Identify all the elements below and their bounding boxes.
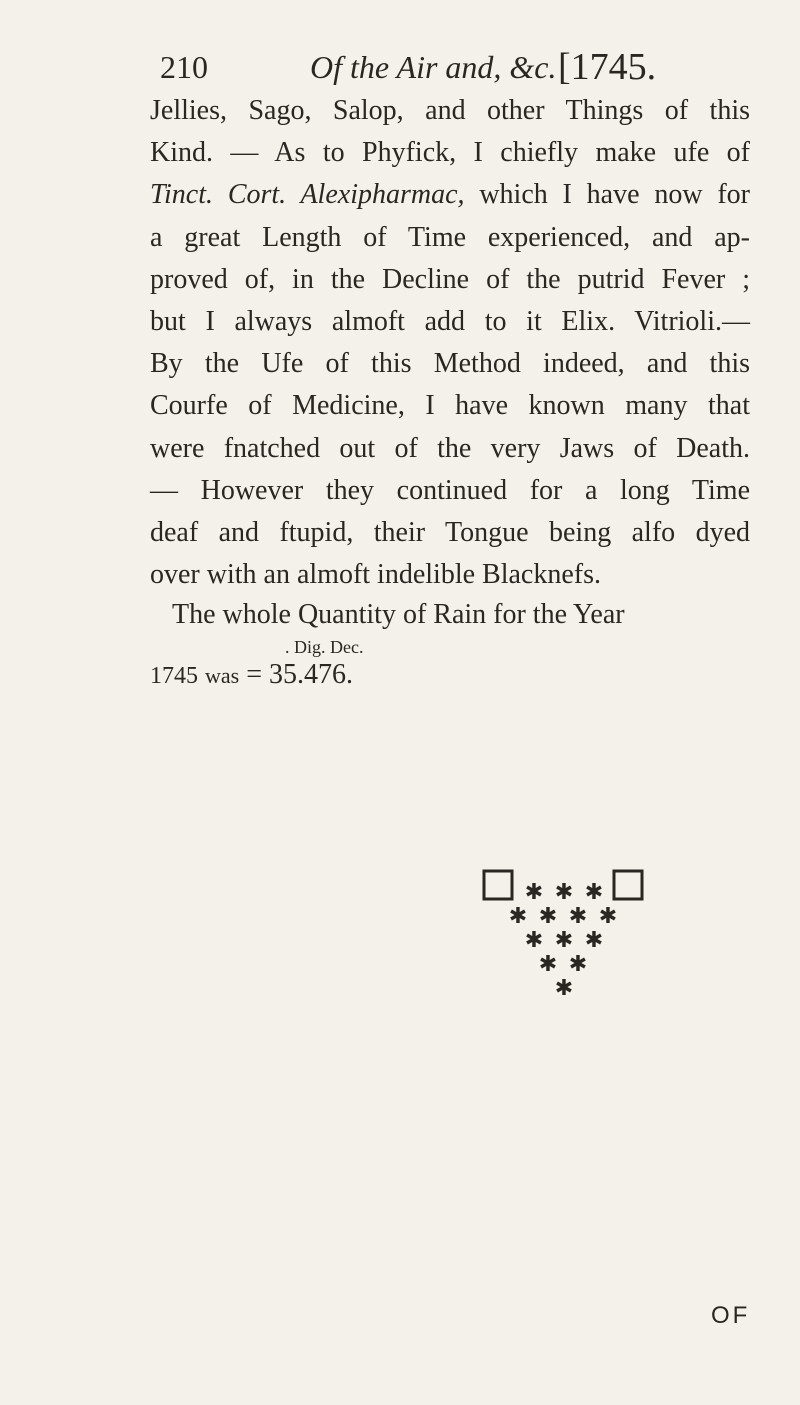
text-line: Courfe of Medicine, I have known many that [150, 390, 750, 422]
ornament-star: ✱ [554, 976, 574, 1001]
ornament-star: ✱ [554, 880, 574, 905]
ornament-star: ✱ [508, 904, 528, 929]
ornament-star: ✱ [584, 880, 604, 905]
ornament-star: ✱ [538, 904, 558, 929]
ornament-star: ✱ [598, 904, 618, 929]
text-line: proved of, in the Decline of the putrid Fever ; [150, 263, 750, 295]
text-line: deaf and ftupid, their Tongue being alfo dyed [150, 516, 750, 548]
text-line: but I always almoft add to it Elix. Vitrioli.— [150, 305, 750, 337]
running-title: Of the Air and, &c. [310, 49, 557, 85]
text-fragment: which I have now for [464, 179, 751, 211]
ornament-star: ✱ [584, 928, 604, 953]
page-header [160, 42, 660, 92]
text-line: Jellies, Sago, Salop, and other Things of this [150, 95, 750, 126]
text-line [150, 174, 750, 216]
main-paragraph [150, 90, 750, 596]
printers-ornament [480, 865, 650, 1005]
rain-value-line [150, 654, 353, 697]
ornament-star: ✱ [568, 904, 588, 929]
ornament-star: ✱ [538, 952, 558, 977]
page-number: 210 [160, 49, 208, 85]
text-line: over with an almoft indelible Blacknefs. [150, 559, 601, 591]
italic-remedy-name: Tinct. Cort. Alexipharmac, [150, 179, 465, 211]
text-line: a great Length of Time experienced, and ap- [150, 221, 750, 253]
ornament-box-right [614, 871, 642, 899]
text-line: were fnatched out of the very Jaws of Death. [150, 432, 750, 464]
rain-line: The whole Quantity of Rain for the Year [172, 599, 625, 630]
rain-units: . Dig. Dec. [285, 637, 364, 657]
ornament-star: ✱ [524, 880, 544, 905]
year-bracket: [1745. [558, 46, 657, 88]
rain-value: = 35.476. [246, 659, 354, 690]
catchword: OF [711, 1302, 751, 1329]
text-line: — However they continued for a long Time [150, 474, 750, 506]
text-line: By the Ufe of this Method indeed, and this [150, 348, 750, 380]
ornament-star: ✱ [554, 928, 574, 953]
ornament-star: ✱ [568, 952, 588, 977]
text-line: Kind. — As to Phyfick, I chiefly make ufe of [150, 137, 750, 169]
rain-was: was [205, 663, 240, 688]
ornament-box-left [484, 871, 512, 899]
ornament-star: ✱ [524, 928, 544, 953]
rain-year: 1745 [150, 663, 198, 689]
